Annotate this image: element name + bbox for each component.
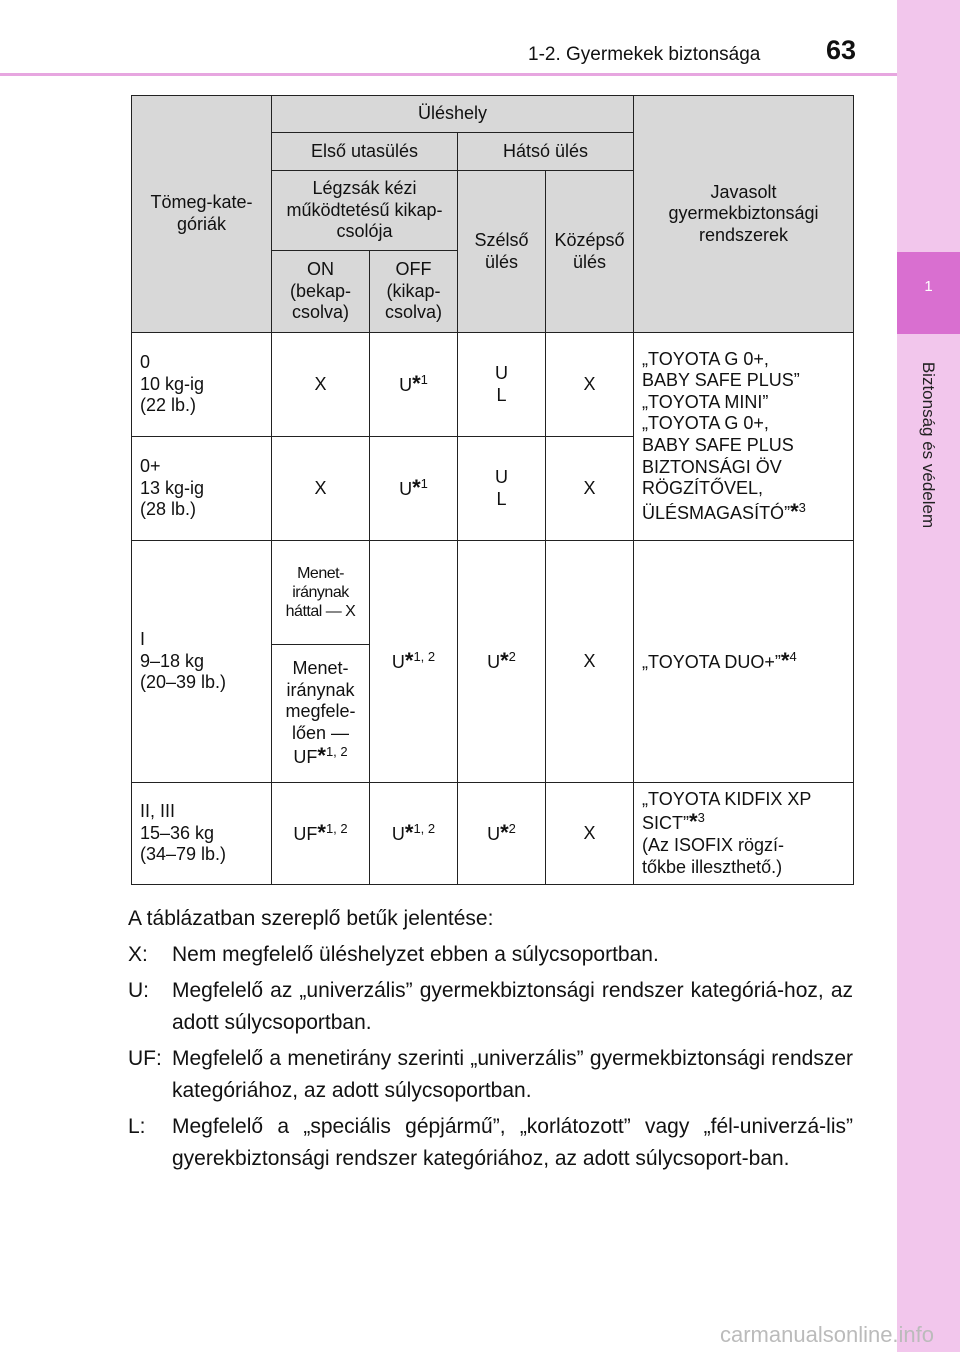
chapter-sidebar bbox=[897, 0, 960, 1352]
cell-center: X bbox=[546, 333, 634, 437]
weight-cell: 0 10 kg-ig (22 lb.) bbox=[132, 333, 272, 437]
recommended-cell: „TOYOTA DUO+”*$^4$ bbox=[634, 541, 854, 783]
cell-outer: U L bbox=[458, 437, 546, 541]
asterisk-icon: * bbox=[500, 820, 509, 846]
cell-outer: U*$^2$ bbox=[458, 783, 546, 885]
cell-outer: U L bbox=[458, 333, 546, 437]
cell-forward-facing: Menet-iránynak megfele-lően — UF*$^{1, 2}$ bbox=[272, 645, 370, 783]
asterisk-icon: * bbox=[317, 743, 326, 769]
child-seat-table bbox=[131, 95, 854, 885]
asterisk-icon: * bbox=[412, 475, 421, 501]
cell-off: U*$^{1, 2}$ bbox=[370, 783, 458, 885]
cell-on: X bbox=[272, 333, 370, 437]
header-front-seat: Első utasülés bbox=[272, 133, 458, 171]
cell-off: U*$^1$ bbox=[370, 333, 458, 437]
recommended-cell: „TOYOTA G 0+, BABY SAFE PLUS” „TOYOTA MINI” „TOYOTA G 0+, BABY SAFE PLUS BIZTONSÁGI ÖV RÖGZÍTŐVEL, ÜLÉSMAGASÍTÓ”*$^3$ bbox=[634, 333, 854, 541]
header-center-seat: Középső ülés bbox=[546, 171, 634, 333]
chapter-label: Biztonság és védelem bbox=[919, 361, 938, 529]
header-rear-seat: Hátsó ülés bbox=[458, 133, 634, 171]
asterisk-icon: * bbox=[500, 648, 509, 674]
weight-cell: 0+ 13 kg-ig (28 lb.) bbox=[132, 437, 272, 541]
asterisk-icon: * bbox=[317, 820, 326, 846]
asterisk-icon: * bbox=[689, 809, 698, 835]
chapter-number: 1 bbox=[924, 278, 933, 295]
asterisk-icon: * bbox=[790, 498, 799, 524]
asterisk-icon: * bbox=[780, 648, 790, 674]
cell-outer: U*$^2$ bbox=[458, 541, 546, 783]
cell-center: X bbox=[546, 783, 634, 885]
cell-off: U*$^{1, 2}$ bbox=[370, 541, 458, 783]
asterisk-icon: * bbox=[404, 648, 414, 674]
watermark: carmanualsonline.info bbox=[720, 1322, 935, 1347]
legend-item: U: Megfelelő az „univerzális” gyermekbiztonsági rendszer kategóriá-hoz, az adott súlycsoportban. bbox=[128, 979, 853, 1034]
cell-on: X bbox=[272, 437, 370, 541]
legend-intro: A táblázatban szereplő betűk jelentése: bbox=[128, 907, 494, 930]
header-weight: Tömeg-kate-góriák bbox=[132, 96, 272, 333]
weight-cell: II, III 15–36 kg (34–79 lb.) bbox=[132, 783, 272, 885]
asterisk-icon: * bbox=[412, 371, 421, 397]
page-number: 63 bbox=[826, 35, 857, 65]
header-recommended: Javasolt gyermekbiztonsági rendszerek bbox=[634, 96, 854, 333]
header-airbag-off: OFF (kikap-csolva) bbox=[370, 251, 458, 333]
recommended-cell: „TOYOTA KIDFIX XP SICT”*$^3$ (Az ISOFIX rögzí- tőkbe illeszthető.) bbox=[634, 783, 854, 885]
cell-on: UF*$^{1, 2}$ bbox=[272, 783, 370, 885]
cell-center: X bbox=[546, 541, 634, 783]
legend-item: UF: Megfelelő a menetirány szerinti „univerzális” gyermekbiztonsági rendszer kategóriához, az adott súlycsoportban. bbox=[128, 1047, 853, 1102]
legend-item: X: Nem megfelelő üléshelyzet ebben a súlycsoportban. bbox=[128, 943, 659, 966]
header-seat-position: Üléshely bbox=[272, 96, 634, 133]
cell-off: U*$^1$ bbox=[370, 437, 458, 541]
cell-center: X bbox=[546, 437, 634, 541]
legend bbox=[128, 903, 853, 1179]
section-title: 1-2. Gyermekek biztonsága bbox=[528, 44, 761, 65]
asterisk-icon: * bbox=[404, 820, 414, 846]
weight-cell: I 9–18 kg (20–39 lb.) bbox=[132, 541, 272, 783]
legend-item: L: Megfelelő a „speciális gépjármű”, „korlátozott” vagy „fél-univerzá-lis” gyerekbiztonsági rendszer kategóriához, az adott súlycsoport-ban. bbox=[128, 1115, 853, 1170]
header-airbag-switch: Légzsák kézi működtetésű kikap-csolója bbox=[272, 171, 458, 251]
header-outer-seat: Szélső ülés bbox=[458, 171, 546, 333]
header-rule bbox=[0, 73, 897, 76]
header-airbag-on: ON (bekap-csolva) bbox=[272, 251, 370, 333]
cell-rear-facing: Menet-iránynak háttal — X bbox=[272, 541, 370, 645]
